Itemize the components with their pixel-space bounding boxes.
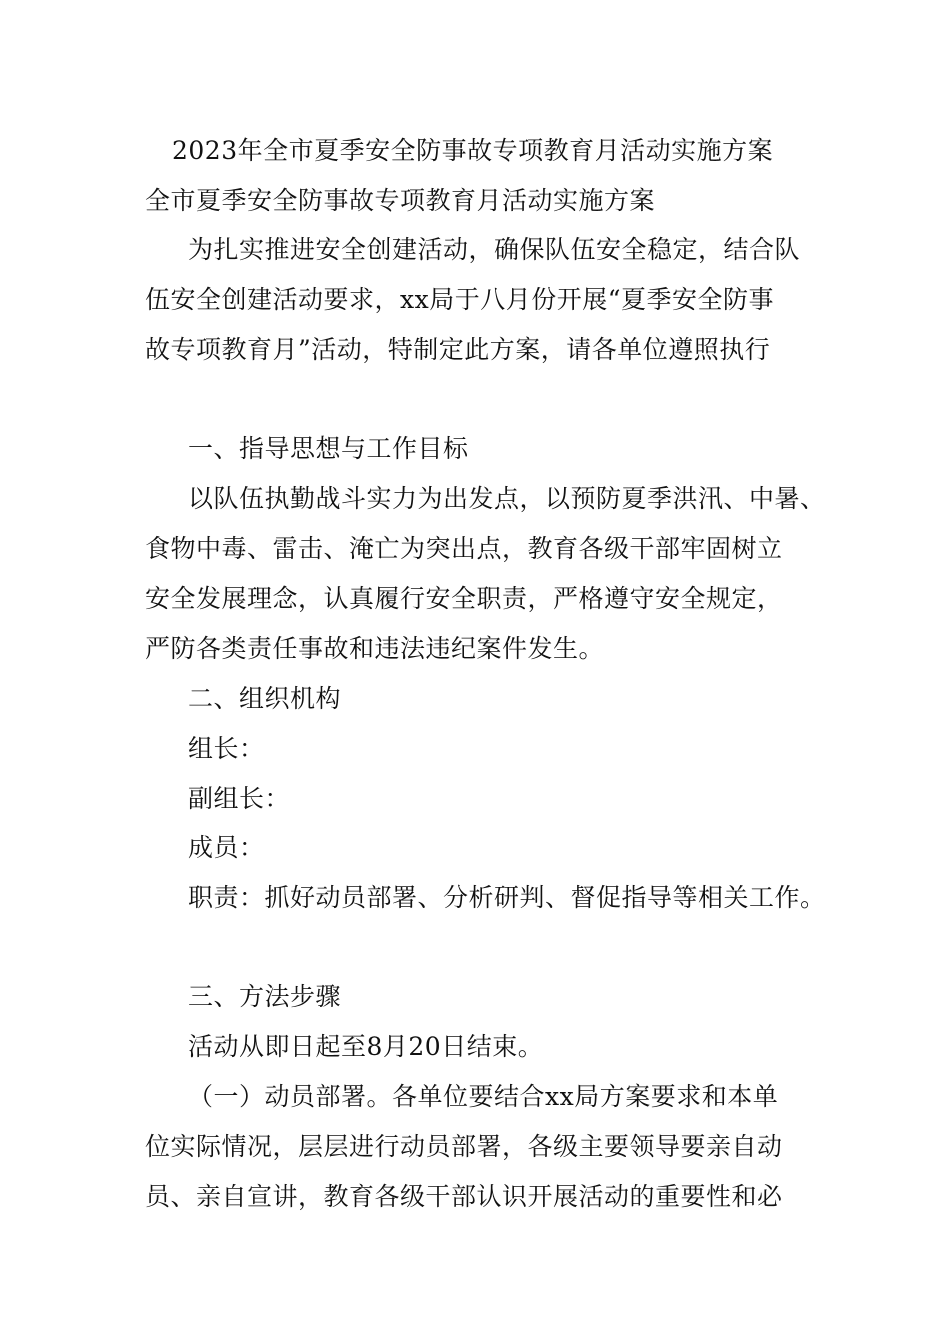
document-subtitle: 全市夏季安全防事故专项教育月活动实施方案 <box>145 186 656 215</box>
paragraph-line: 以队伍执勤战斗实力为出发点，以预防夏季洪汛、中暑、 <box>188 484 826 513</box>
paragraph-line: 位实际情况，层层进行动员部署，各级主要领导要亲自动 <box>145 1132 783 1161</box>
intro-line: 为扎实推进安全创建活动，确保队伍安全稳定，结合队 <box>188 235 801 264</box>
org-members: 成员： <box>188 833 265 862</box>
document-title: 2023年全市夏季安全防事故专项教育月活动实施方案 <box>172 136 774 165</box>
paragraph-line: 食物中毒、雷击、淹亡为突出点，教育各级干部牢固树立 <box>145 534 783 563</box>
paragraph-line: 安全发展理念，认真履行安全职责，严格遵守安全规定， <box>145 584 783 613</box>
org-duty: 职责：抓好动员部署、分析研判、督促指导等相关工作。 <box>188 883 826 912</box>
intro-line: 伍安全创建活动要求，xx局于八月份开展“夏季安全防事 <box>145 285 774 314</box>
intro-line: 故专项教育月”活动，特制定此方案，请各单位遵照执行 <box>145 335 771 364</box>
section-heading: 一、指导思想与工作目标 <box>188 434 469 463</box>
paragraph-line: 员、亲自宣讲，教育各级干部认识开展活动的重要性和必 <box>145 1182 783 1211</box>
paragraph-line: 严防各类责任事故和违法违纪案件发生。 <box>145 634 605 663</box>
activity-period: 活动从即日起至8月20日结束。 <box>188 1032 544 1061</box>
section-heading: 二、组织机构 <box>188 684 342 713</box>
org-deputy: 副组长： <box>188 784 291 813</box>
org-leader: 组长： <box>188 734 265 763</box>
paragraph-line: （一）动员部署。各单位要结合xx局方案要求和本单 <box>188 1082 779 1111</box>
section-heading: 三、方法步骤 <box>188 982 342 1011</box>
